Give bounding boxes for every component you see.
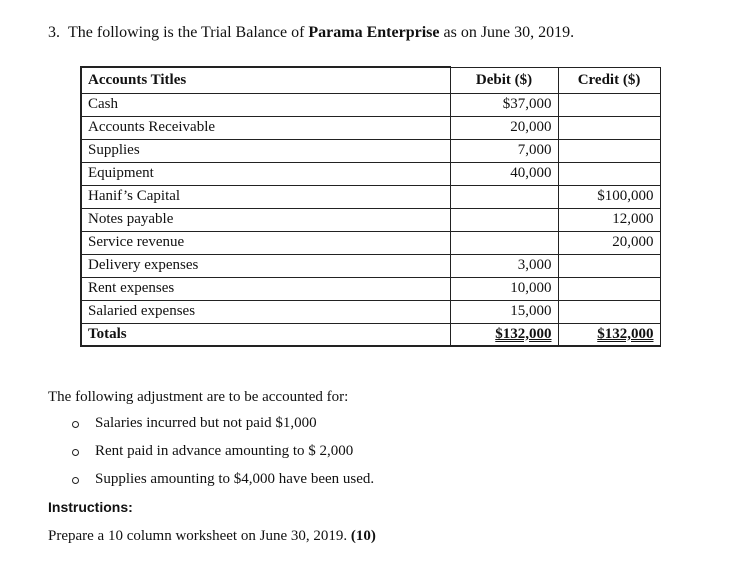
- account-title: Cash: [81, 93, 450, 116]
- adjustments-intro: The following adjustment are to be accounted for:: [48, 389, 349, 405]
- credit-amount: [558, 162, 660, 185]
- adjustment-text: Supplies amounting to $4,000 have been used.: [95, 471, 375, 487]
- credit-amount: 12,000: [558, 208, 660, 231]
- account-title: Equipment: [81, 162, 450, 185]
- credit-amount: [558, 300, 660, 323]
- debit-amount: 20,000: [450, 116, 558, 139]
- totals-row: [81, 323, 660, 346]
- account-title: Supplies: [81, 139, 450, 162]
- adjustment-text: Rent paid in advance amounting to $ 2,000: [95, 443, 354, 459]
- credit-amount: [558, 254, 660, 277]
- debit-amount: 15,000: [450, 300, 558, 323]
- debit-amount: 10,000: [450, 277, 558, 300]
- credit-amount: [558, 139, 660, 162]
- list-item: [72, 469, 374, 497]
- instructions-label: Instructions:: [48, 499, 133, 515]
- credit-amount: $100,000: [558, 185, 660, 208]
- adjustments-list: [72, 413, 374, 497]
- account-title: Delivery expenses: [81, 254, 450, 277]
- credit-amount: 20,000: [558, 231, 660, 254]
- hollow-bullet-icon: [72, 421, 79, 428]
- hollow-bullet-icon: [72, 477, 79, 484]
- table-row: [81, 139, 660, 162]
- table-row: [81, 300, 660, 323]
- table-row: [81, 231, 660, 254]
- credit-amount: [558, 277, 660, 300]
- table-row: [81, 162, 660, 185]
- total-debit-cell: [450, 323, 558, 346]
- hollow-bullet-icon: [72, 449, 79, 456]
- trial-balance-table: [80, 66, 661, 347]
- credit-amount: [558, 116, 660, 139]
- list-item: [72, 441, 374, 469]
- table-header-row: [81, 67, 660, 93]
- table-row: [81, 208, 660, 231]
- debit-amount: [450, 208, 558, 231]
- table-row: [81, 254, 660, 277]
- table-row: [81, 116, 660, 139]
- total-debit: $132,000: [495, 325, 552, 342]
- instructions-text: [48, 526, 376, 546]
- question-text-after: as on June 30, 2019.: [439, 24, 575, 41]
- company-name: Parama Enterprise: [308, 24, 440, 41]
- debit-amount: 7,000: [450, 139, 558, 162]
- account-title: Service revenue: [81, 231, 450, 254]
- debit-amount: 3,000: [450, 254, 558, 277]
- question-number: 3.: [48, 24, 60, 41]
- totals-label: Totals: [81, 323, 450, 346]
- instructions-body: Prepare a 10 column worksheet on June 30, 2019.: [48, 528, 351, 544]
- instructions-marks: (10): [350, 528, 376, 544]
- account-title: Notes payable: [81, 208, 450, 231]
- table-row: [81, 277, 660, 300]
- header-credit: Credit ($): [558, 67, 660, 93]
- header-accounts-titles: Accounts Titles: [81, 67, 450, 93]
- total-credit-cell: [558, 323, 660, 346]
- table-row: [81, 93, 660, 116]
- table-row: [81, 185, 660, 208]
- debit-amount: 40,000: [450, 162, 558, 185]
- account-title: Rent expenses: [81, 277, 450, 300]
- header-debit: Debit ($): [450, 67, 558, 93]
- list-item: [72, 413, 374, 441]
- adjustment-text: Salaries incurred but not paid $1,000: [95, 415, 317, 431]
- total-credit: $132,000: [597, 325, 654, 342]
- account-title: Hanif’s Capital: [81, 185, 450, 208]
- credit-amount: [558, 93, 660, 116]
- account-title: Accounts Receivable: [81, 116, 450, 139]
- debit-amount: $37,000: [450, 93, 558, 116]
- question-text-before: The following is the Trial Balance of: [68, 24, 309, 41]
- question-heading: [48, 23, 574, 43]
- debit-amount: [450, 231, 558, 254]
- debit-amount: [450, 185, 558, 208]
- account-title: Salaried expenses: [81, 300, 450, 323]
